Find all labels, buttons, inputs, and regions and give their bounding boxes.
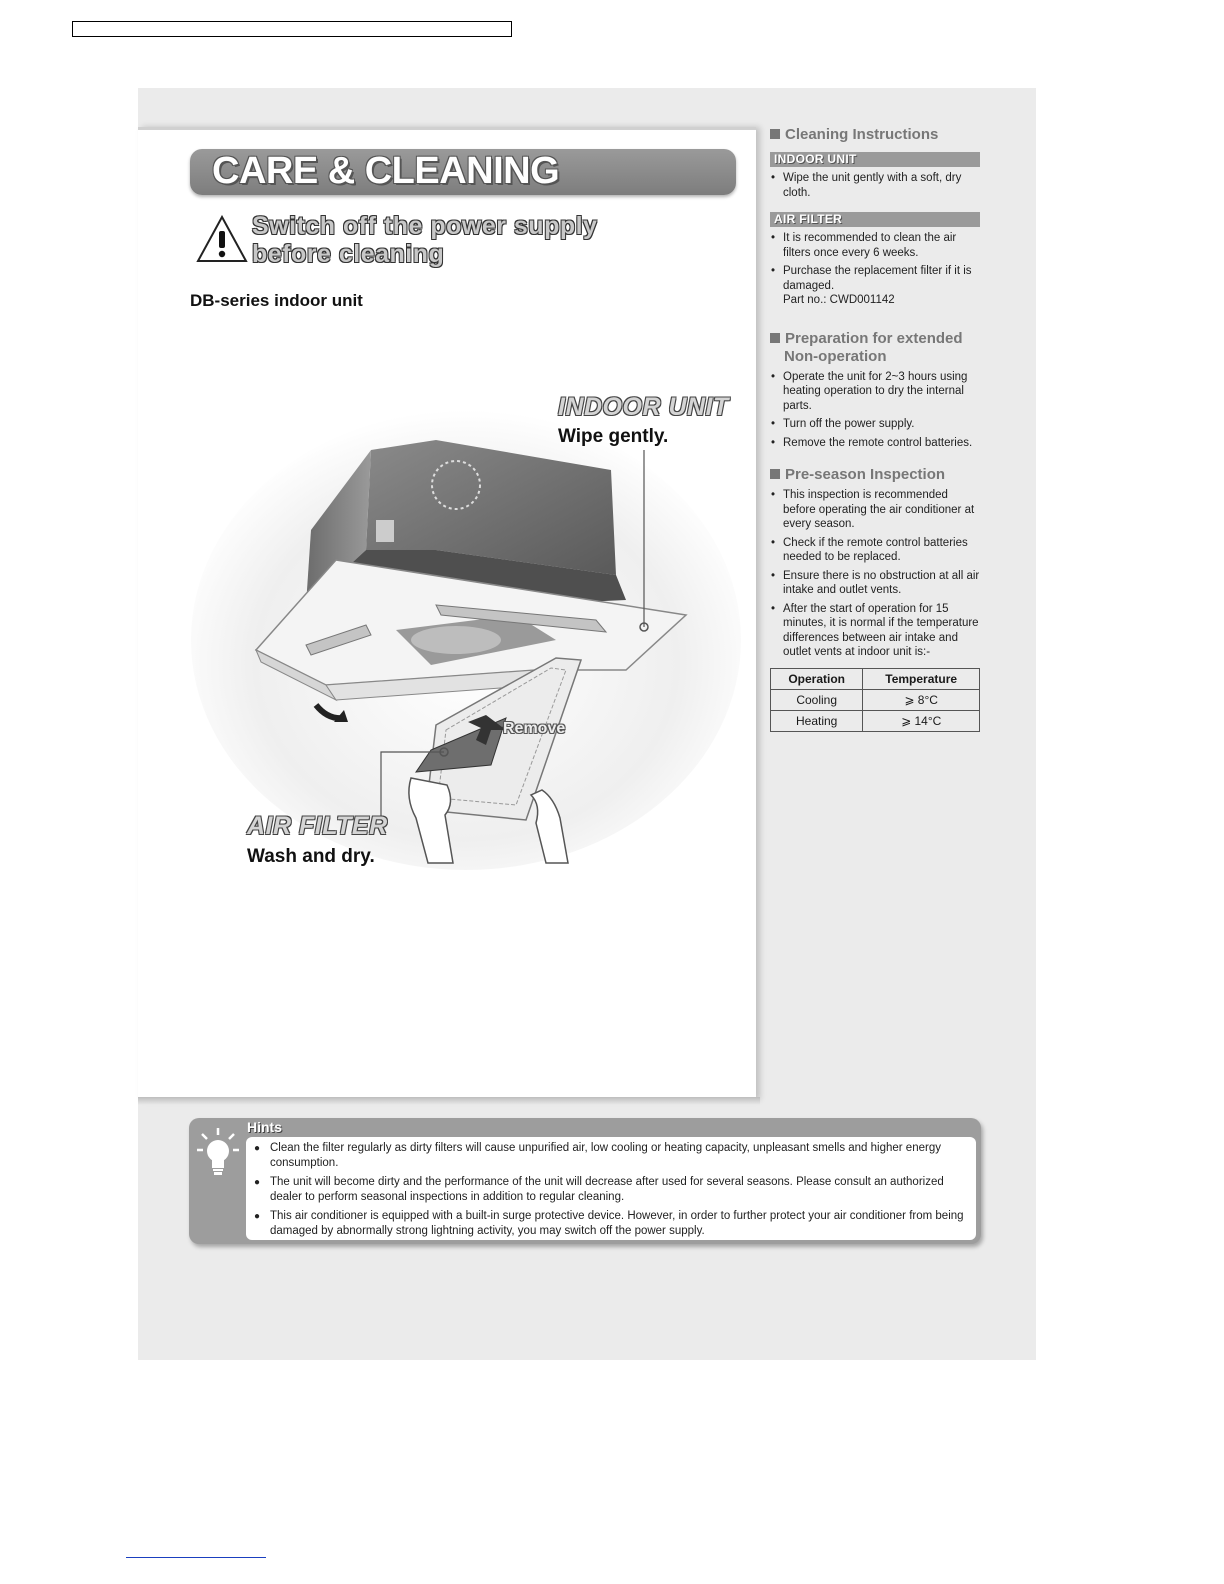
footer-rule — [126, 1557, 266, 1558]
air-filter-action: Wash and dry. — [247, 846, 375, 867]
table-cell: Heating — [771, 710, 863, 731]
lightbulb-icon — [196, 1126, 240, 1180]
indoor-unit-action: Wipe gently. — [558, 426, 669, 447]
list-item: ● Clean the filter regularly as dirty filters will cause unpurified air, low cooling or heating capacity, unpleasant smells and higher energy consumption. — [254, 1141, 970, 1171]
preparation-heading: Preparation for extended Non-operation — [770, 330, 992, 366]
preseason-list — [770, 488, 982, 660]
preseason-heading: Pre-season Inspection — [770, 466, 992, 484]
air-filter-callout: AIR FILTER — [247, 812, 388, 840]
list-item — [770, 264, 982, 308]
table-cell: ⩾ 8°C — [863, 689, 980, 710]
table-cell: ⩾ 14°C — [863, 710, 980, 731]
list-item: • Ensure there is no obstruction at all air intake and outlet vents. — [770, 569, 982, 598]
page-title: CARE & CLEANING — [212, 150, 560, 192]
list-item: • Operate the unit for 2~3 hours using heating operation to dry the internal parts. — [770, 370, 982, 414]
remove-label: Remove — [503, 720, 566, 737]
list-item-text: Purchase the replacement filter if it is damaged. — [783, 265, 972, 292]
warning-line-2: before cleaning — [252, 240, 445, 268]
list-item: • Remove the remote control batteries. — [770, 436, 982, 451]
indoor-unit-callout: INDOOR UNIT — [558, 393, 729, 421]
air-filter-header: AIR FILTER — [770, 212, 980, 227]
list-item: • This inspection is recommended before operating the air conditioner at every season. — [770, 488, 982, 532]
table-cell: Cooling — [771, 689, 863, 710]
indoor-unit-header: INDOOR UNIT — [770, 152, 980, 167]
air-filter-list — [770, 231, 982, 308]
indoor-unit-list — [770, 171, 982, 200]
main-panel-shadow — [138, 1097, 760, 1105]
list-item: • Wipe the unit gently with a soft, dry cloth. — [770, 171, 982, 200]
table-header: Operation — [771, 668, 863, 689]
unit-subtitle: DB-series indoor unit — [190, 291, 363, 310]
table-header-row — [771, 668, 980, 689]
preparation-list — [770, 370, 982, 451]
hints-list — [254, 1141, 970, 1243]
table-row — [771, 710, 980, 731]
indoor-unit-illustration — [186, 400, 746, 880]
table-row — [771, 689, 980, 710]
warning-icon — [196, 215, 248, 263]
cleaning-instructions-heading: Cleaning Instructions — [770, 126, 992, 144]
list-item: • Turn off the power supply. — [770, 417, 982, 432]
part-number: Part no.: CWD001142 — [783, 294, 895, 306]
list-item: • Check if the remote control batteries needed to be replaced. — [770, 536, 982, 565]
list-item: ● The unit will become dirty and the performance of the unit will decrease after used for several seasons. Please consult an authorized dealer to perform seasonal inspections in addition to regular cleaning. — [254, 1175, 970, 1205]
list-item: • After the start of operation for 15 minutes, it is normal if the temperature differences between air intake and outlet vents at indoor unit is:- — [770, 602, 982, 660]
hints-title: Hints — [247, 1119, 282, 1135]
temperature-table — [770, 668, 980, 732]
header-box — [72, 21, 512, 37]
list-item: ● This air conditioner is equipped with a built-in surge protective device. However, in order to further protect your air conditioner from being damaged by abnormally strong lightning activity, you may switch off the power supply. — [254, 1209, 970, 1239]
warning-line-1: Switch off the power supply — [252, 212, 598, 240]
sidebar — [770, 126, 992, 732]
table-header: Temperature — [863, 668, 980, 689]
list-item: • It is recommended to clean the air filters once every 6 weeks. — [770, 231, 982, 260]
